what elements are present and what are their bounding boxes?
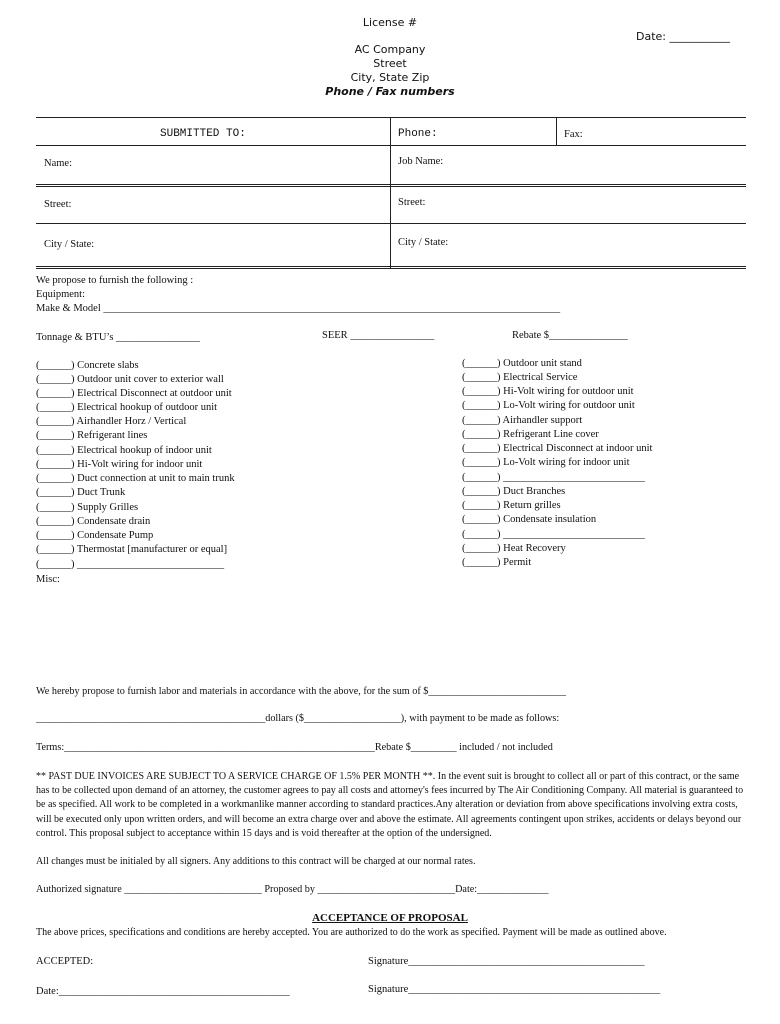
- authorized-signature-line[interactable]: Authorized signature ___________________________ Proposed by ___________________________Date:______________: [36, 884, 549, 895]
- phone-field[interactable]: Phone:: [398, 128, 438, 140]
- signature-line-2[interactable]: Signature________________________________________________: [368, 984, 661, 995]
- company-city-state-zip: City, State Zip: [350, 71, 430, 84]
- name-field[interactable]: Name:: [44, 158, 72, 169]
- checklist-item[interactable]: (______) ____________________________: [36, 559, 225, 570]
- equipment-label: Equipment:: [36, 289, 85, 300]
- checklist-item[interactable]: (______) Thermostat [manufacturer or equal]: [36, 544, 228, 555]
- terms-line[interactable]: Terms:_____________________________________________________________Rebate $_________ included / not included: [36, 742, 553, 753]
- dollars-line[interactable]: _____________________________________________dollars ($___________________), with payment to be made as follows:: [36, 713, 560, 724]
- checklist-item[interactable]: (______) Lo-Volt wiring for outdoor unit: [462, 400, 635, 411]
- tonnage-btu-field[interactable]: Tonnage & BTU’s ________________: [36, 332, 201, 343]
- checklist-item[interactable]: (______) Condensate insulation: [462, 514, 597, 525]
- checklist-item[interactable]: (______) Electrical Disconnect at indoor unit: [462, 443, 653, 454]
- checklist-item[interactable]: (______) ___________________________: [462, 472, 645, 483]
- sum-line[interactable]: We hereby propose to furnish labor and materials in accordance with the above, for the sum of $___________________________: [36, 686, 566, 697]
- checklist-item[interactable]: (______) Outdoor unit cover to exterior wall: [36, 374, 224, 385]
- seer-field[interactable]: SEER ________________: [322, 330, 435, 341]
- job-name-field[interactable]: Job Name:: [398, 156, 444, 167]
- checklist-item[interactable]: (______) ___________________________: [462, 529, 645, 540]
- street-field-left[interactable]: Street:: [44, 199, 72, 210]
- checklist-item[interactable]: (______) Duct Branches: [462, 486, 566, 497]
- rebate-field[interactable]: Rebate $_______________: [512, 330, 628, 341]
- fax-field[interactable]: Fax:: [564, 129, 583, 140]
- checklist-item[interactable]: (______) Electrical hookup of outdoor unit: [36, 402, 218, 413]
- city-state-field-left[interactable]: City / State:: [44, 239, 95, 250]
- company-phone-fax: Phone / Fax numbers: [325, 85, 455, 98]
- checklist-item[interactable]: (______) Airhandler Horz / Vertical: [36, 416, 187, 427]
- company-street: Street: [373, 57, 407, 70]
- checklist-item[interactable]: (______) Lo-Volt wiring for indoor unit: [462, 457, 630, 468]
- checklist-item[interactable]: (______) Electrical Service: [462, 372, 578, 383]
- license-number: License #: [362, 16, 418, 29]
- checklist-item[interactable]: (______) Refrigerant lines: [36, 430, 148, 441]
- checklist-item[interactable]: (______) Condensate Pump: [36, 530, 154, 541]
- signature-line-1[interactable]: Signature_____________________________________________: [368, 956, 645, 967]
- terms-paragraph: ** PAST DUE INVOICES ARE SUBJECT TO A SERVICE CHARGE OF 1.5% PER MONTH **. In the event suit is brought to collect all or part of this contract, or the same has to be collected upon demand of an attorney, the customer agrees to pay all costs and attorney's fees incurred by The Air Conditioning Company. All material is guaranteed to be as specified. All work to be completed in a workmanlike manner according to standard practices.Any alteration or deviation from above specifications involving extra costs, will be executed only upon written orders, and will become an extra charge over and above the estimate. All agreements contingent upon strikes, accidents or delays beyond our control. This proposal subject to acceptance within 15 days and is void thereafter at the option of the undersigned.: [36, 771, 744, 839]
- checklist-item[interactable]: (______) Condensate drain: [36, 516, 151, 527]
- acceptance-date-line[interactable]: Date:____________________________________________: [36, 986, 290, 997]
- checklist-item[interactable]: (______) Airhandler support: [462, 415, 583, 426]
- company-name: AC Company: [354, 43, 426, 56]
- checklist-item[interactable]: (______) Electrical hookup of indoor unit: [36, 445, 212, 456]
- city-state-field-right[interactable]: City / State:: [398, 237, 449, 248]
- checklist-item[interactable]: (______) Electrical Disconnect at outdoor unit: [36, 388, 232, 399]
- checklist-item[interactable]: (______) Permit: [462, 557, 532, 568]
- checklist-item[interactable]: (______) Outdoor unit stand: [462, 358, 582, 369]
- submitted-to-label: SUBMITTED TO:: [160, 128, 246, 140]
- proposal-intro: We propose to furnish the following :: [36, 275, 194, 286]
- checklist-item[interactable]: (______) Heat Recovery: [462, 543, 566, 554]
- misc-field[interactable]: Misc:: [36, 574, 60, 585]
- checklist-item[interactable]: (______) Duct connection at unit to main trunk: [36, 473, 235, 484]
- changes-note: All changes must be initialed by all signers. Any additions to this contract will be charged at our normal rates.: [36, 856, 476, 867]
- acceptance-title: ACCEPTANCE OF PROPOSAL: [312, 912, 468, 924]
- date-field[interactable]: Date: ___________: [636, 30, 730, 43]
- checklist-item[interactable]: (______) Hi-Volt wiring for indoor unit: [36, 459, 203, 470]
- checklist-item[interactable]: (______) Refrigerant Line cover: [462, 429, 599, 440]
- acceptance-text: The above prices, specifications and conditions are hereby accepted. You are authorized to do the work as specified. Payment will be made as outlined above.: [36, 927, 667, 938]
- checklist-item[interactable]: (______) Concrete slabs: [36, 360, 139, 371]
- make-model-field[interactable]: Make & Model _______________________________________________________________________________________: [36, 303, 561, 314]
- street-field-right[interactable]: Street:: [398, 197, 426, 208]
- checklist-item[interactable]: (______) Duct Trunk: [36, 487, 126, 498]
- accepted-label: ACCEPTED:: [36, 956, 94, 967]
- checklist-item[interactable]: (______) Return grilles: [462, 500, 561, 511]
- checklist-item[interactable]: (______) Supply Grilles: [36, 502, 139, 513]
- checklist-item[interactable]: (______) Hi-Volt wiring for outdoor unit: [462, 386, 634, 397]
